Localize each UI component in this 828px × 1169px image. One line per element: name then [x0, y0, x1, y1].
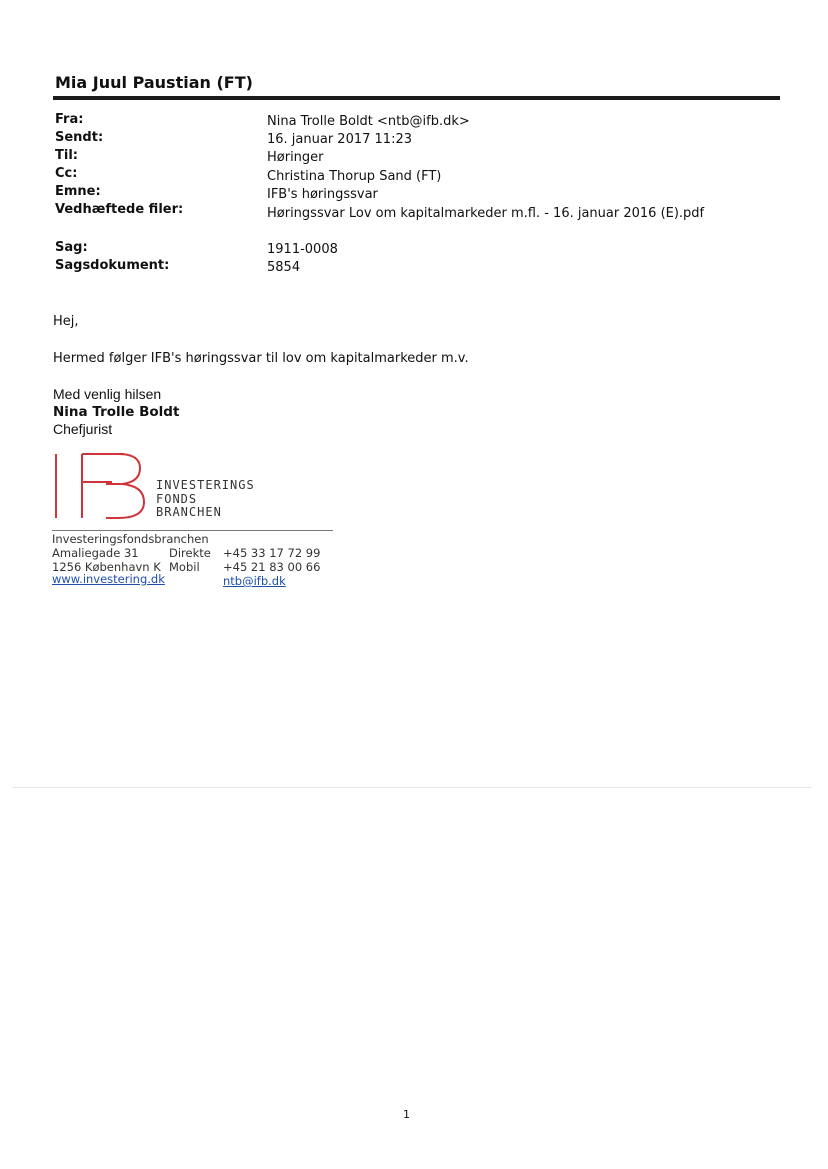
field-value-sent: 16. januar 2017 11:23: [267, 132, 412, 147]
field-label-cc: Cc:: [55, 166, 78, 181]
logo-line-1: INVESTERINGS: [156, 478, 255, 492]
contact-direct-label: Direkte: [169, 546, 211, 560]
field-value-subject: IFB's høringssvar: [267, 187, 378, 202]
field-label-from: Fra:: [55, 112, 84, 127]
field-value-to: Høringer: [267, 150, 324, 165]
field-label-subject: Emne:: [55, 184, 101, 199]
contact-card-rule: [52, 530, 333, 531]
ifb-logo: [52, 452, 152, 522]
field-value-case-document: 5854: [267, 260, 301, 275]
field-label-sent: Sendt:: [55, 130, 104, 145]
field-value-case: 1911-0008: [267, 242, 338, 257]
signature-title: Chefjurist: [53, 421, 113, 437]
field-label-attachments: Vedhæftede filer:: [55, 202, 184, 217]
contact-direct-phone: +45 33 17 72 99: [223, 546, 321, 560]
contact-org: Investeringsfondsbranchen: [52, 532, 209, 546]
sender-header-name: Mia Juul Paustian (FT): [55, 73, 253, 92]
website-link[interactable]: www.investering.dk: [52, 572, 165, 586]
logo-line-2: FONDS: [156, 492, 198, 506]
logo-line-3: BRANCHEN: [156, 505, 222, 519]
message-greeting: Hej,: [53, 314, 79, 329]
field-value-cc: Christina Thorup Sand (FT): [267, 169, 442, 184]
message-text: Hermed følger IFB's høringssvar til lov om kapitalmarkeder m.v.: [53, 351, 469, 366]
field-label-to: Til:: [55, 148, 78, 163]
field-label-case: Sag:: [55, 240, 88, 255]
page-number: 1: [403, 1108, 410, 1121]
email-link[interactable]: ntb@ifb.dk: [223, 574, 286, 588]
signature-closing: Med venlig hilsen: [53, 386, 162, 402]
contact-street: Amaliegade 31: [52, 546, 139, 560]
signature-name: Nina Trolle Boldt: [53, 404, 180, 420]
contact-city: 1256 København K: [52, 560, 161, 574]
contact-mobile-label: Mobil: [169, 560, 200, 574]
scan-artifact-line: [12, 787, 812, 788]
contact-mobile-phone: +45 21 83 00 66: [223, 560, 321, 574]
field-value-from: Nina Trolle Boldt <ntb@ifb.dk>: [267, 114, 470, 129]
attachment-link[interactable]: Høringssvar Lov om kapitalmarkeder m.fl. - 16. januar 2016 (E).pdf: [267, 206, 705, 221]
header-rule: [53, 96, 780, 100]
field-label-case-document: Sagsdokument:: [55, 258, 170, 273]
